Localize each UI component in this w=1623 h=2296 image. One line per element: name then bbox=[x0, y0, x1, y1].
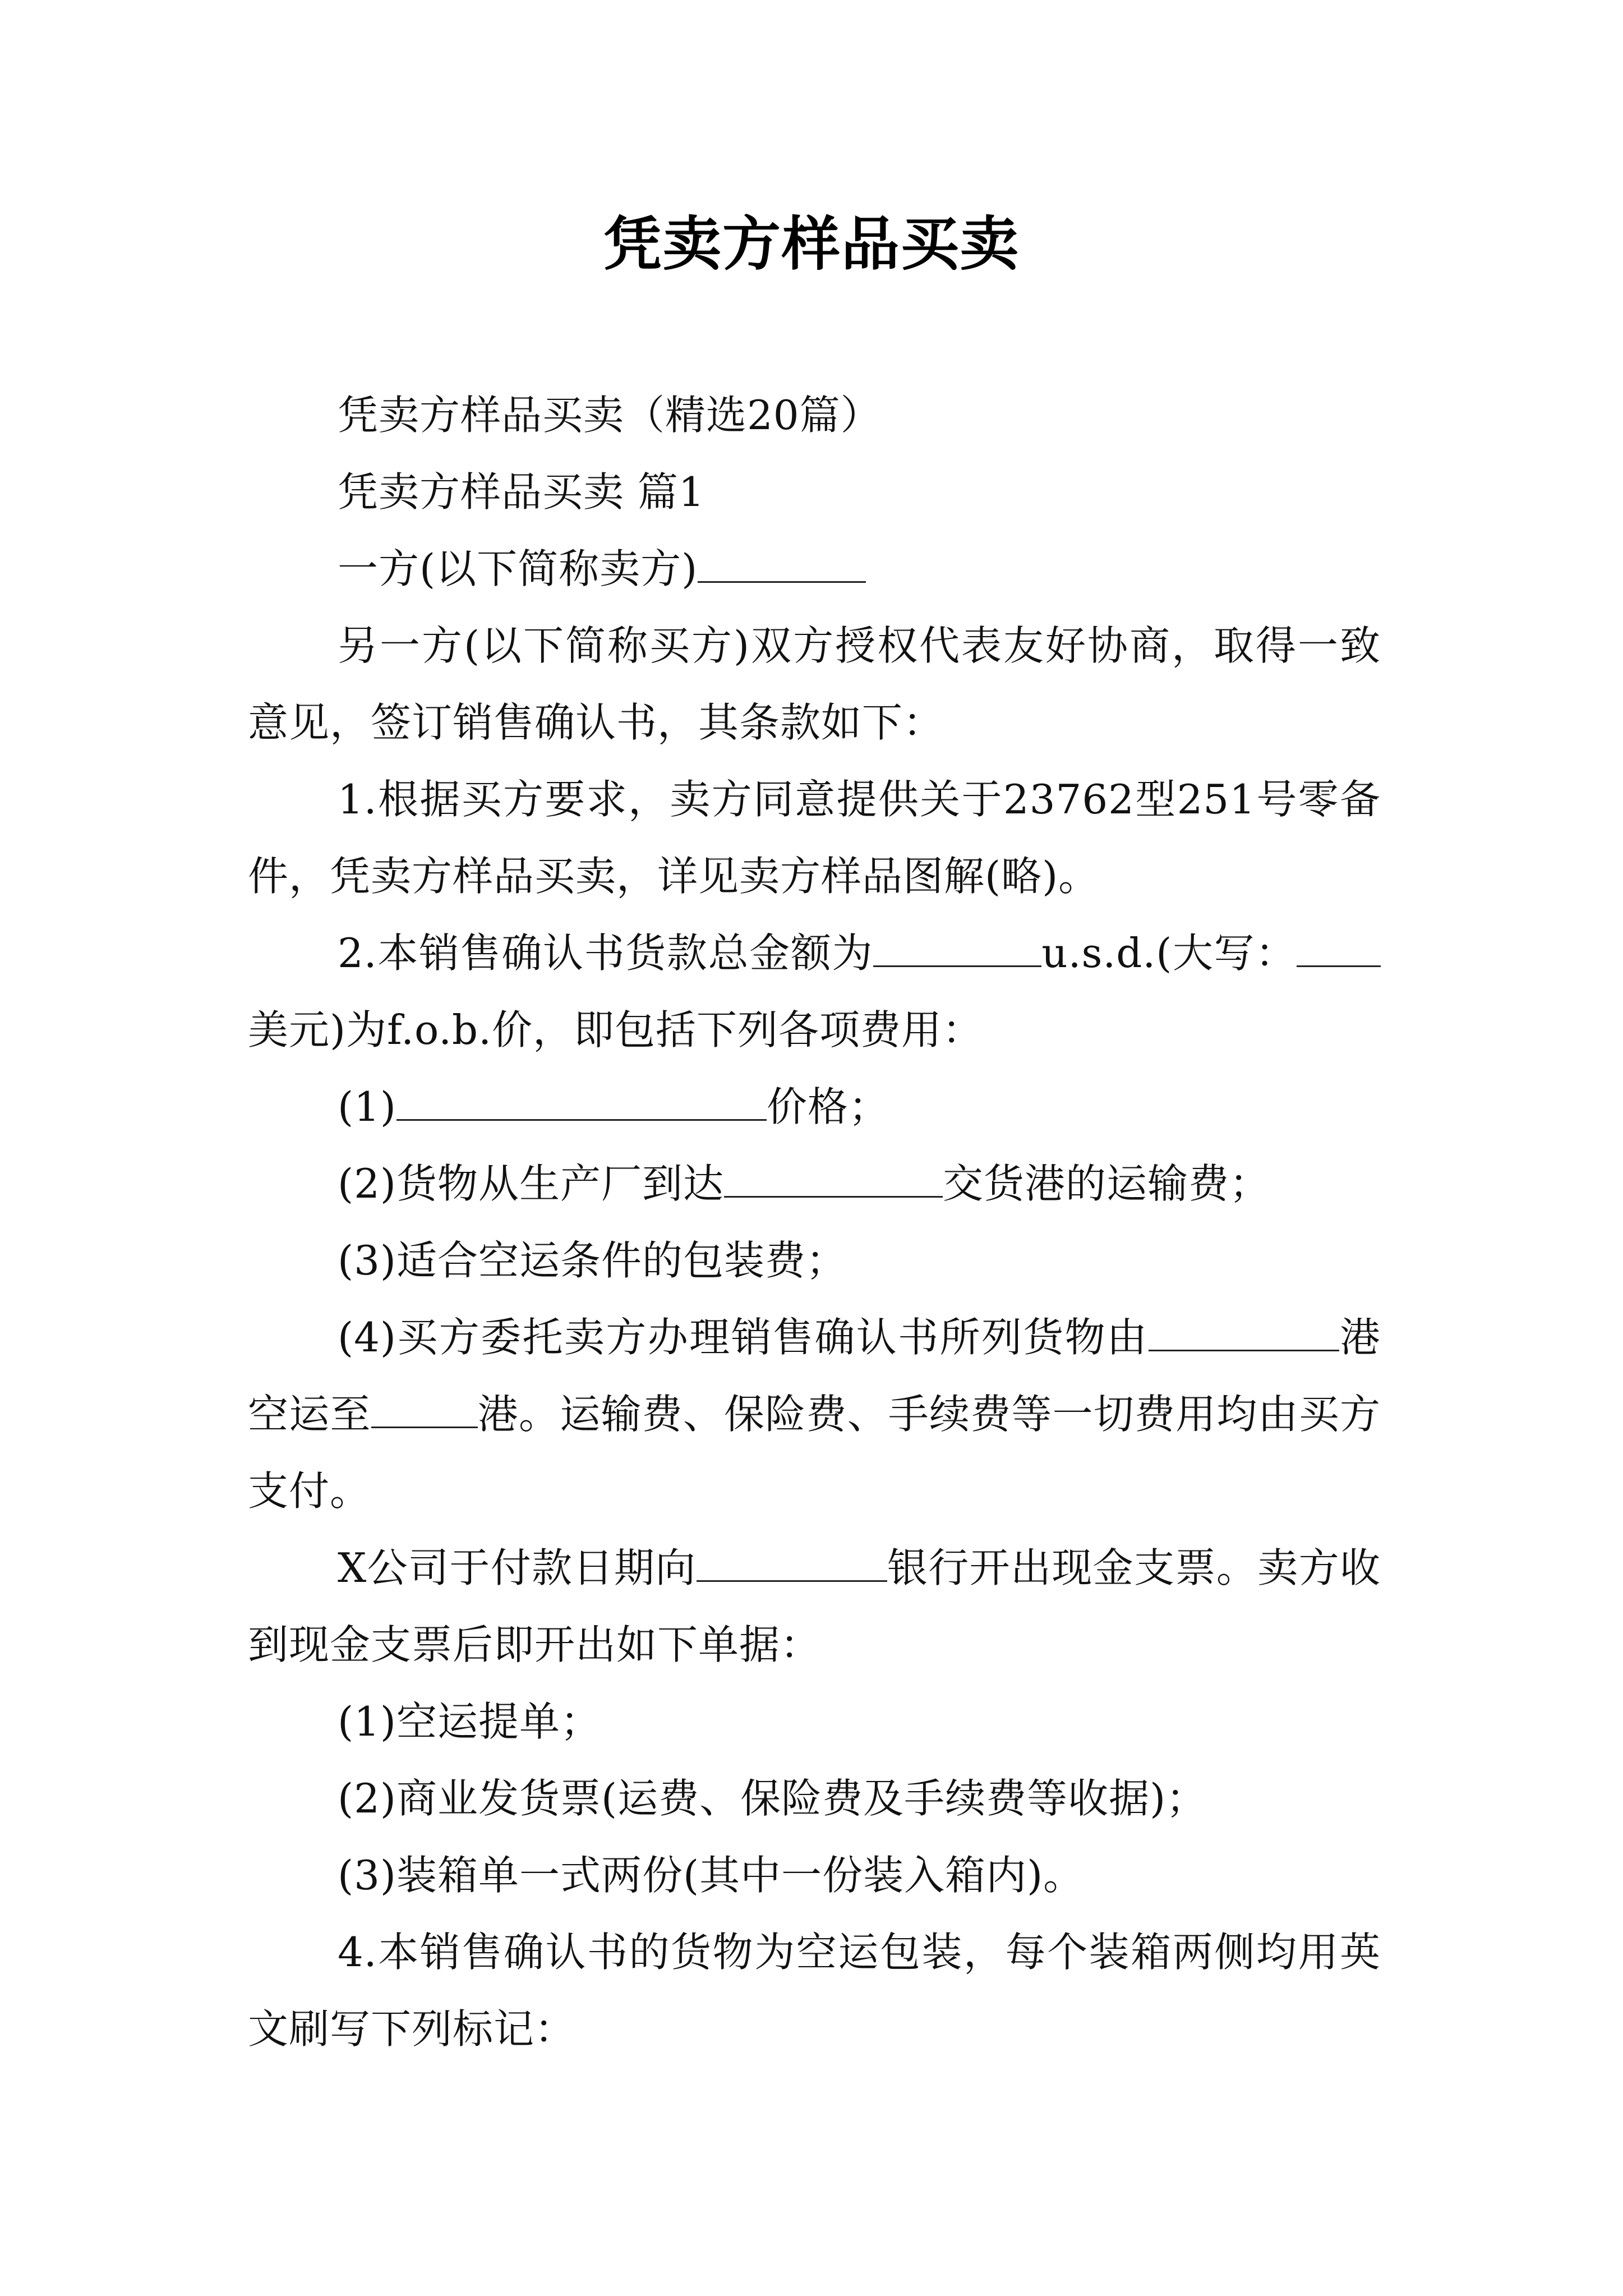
subtitle-text: 凭卖方样品买卖（精选20篇） bbox=[338, 392, 882, 439]
fill-blank-origin bbox=[724, 1161, 943, 1198]
fill-blank-price-item bbox=[396, 1084, 767, 1121]
item-1-text: 价格； bbox=[767, 1083, 890, 1130]
fill-blank-bank bbox=[697, 1545, 887, 1582]
document-2-paragraph bbox=[248, 1760, 1381, 1837]
item-3-text: (3)适合空运条件的包装费； bbox=[338, 1237, 847, 1284]
fill-blank-total-amount bbox=[873, 931, 1041, 967]
document-3-paragraph bbox=[248, 1837, 1381, 1914]
clause-2-text-currency: u.s.d.(大写： bbox=[1041, 930, 1297, 977]
document-title: 凭卖方样品买卖 bbox=[603, 209, 1020, 278]
item-2-text-end: 交货港的运输费； bbox=[943, 1160, 1271, 1207]
clause-1-paragraph bbox=[248, 761, 1381, 915]
item-4-text-end: 港。运输费、保险费、手续费等一切费用均由买方支付。 bbox=[248, 1391, 1381, 1515]
clause-3-text-end: 银行开出现金支票。卖方收到现金支票后即开出如下单据： bbox=[248, 1544, 1381, 1668]
item-4-paragraph bbox=[248, 1299, 1381, 1530]
item-2-paragraph bbox=[248, 1145, 1381, 1222]
section-heading bbox=[248, 454, 1381, 531]
document-1-paragraph bbox=[248, 1683, 1381, 1760]
party-buyer-text: 另一方(以下简称买方)双方授权代表友好协商，取得一致意见，签订销售确认书，其条款如下： bbox=[248, 622, 1381, 746]
item-2-text-start: (2)货物从生产厂到达 bbox=[338, 1160, 724, 1207]
fill-blank-departure-port bbox=[1149, 1315, 1339, 1351]
clause-1-text: 1.根据买方要求，卖方同意提供关于23762型251号零备件，凭卖方样品买卖，详见卖方样品图解(略)。 bbox=[248, 776, 1381, 900]
clause-3-text-start: X公司于付款日期向 bbox=[338, 1544, 697, 1591]
item-1-paragraph bbox=[248, 1069, 1381, 1145]
clause-2-text-start: 2.本销售确认书货款总金额为 bbox=[338, 930, 874, 977]
clause-3-paragraph bbox=[248, 1530, 1381, 1683]
section-heading-text: 凭卖方样品买卖 篇1 bbox=[338, 468, 705, 516]
party-buyer-paragraph bbox=[248, 608, 1381, 761]
item-1-number: (1) bbox=[338, 1083, 396, 1130]
party-seller-text: 一方(以下简称卖方) bbox=[338, 545, 698, 592]
fill-blank-amount-in-words bbox=[1297, 931, 1381, 967]
item-3-paragraph bbox=[248, 1222, 1381, 1299]
clause-2-text-end: 美元)为f.o.b.价，即包括下列各项费用： bbox=[248, 1006, 984, 1053]
document-2-text: (2)商业发货票(运费、保险费及手续费等收据)； bbox=[338, 1775, 1207, 1822]
item-4-text-middle: 港空运至 bbox=[248, 1314, 1381, 1438]
item-4-text-start: (4)买方委托卖方办理销售确认书所列货物由 bbox=[338, 1314, 1149, 1361]
clause-4-text: 4.本销售确认书的货物为空运包装，每个装箱两侧均用英文刷写下列标记： bbox=[248, 1929, 1381, 2053]
document-1-text: (1)空运提单； bbox=[338, 1698, 601, 1745]
clause-2-paragraph bbox=[248, 915, 1381, 1069]
fill-blank-destination-port bbox=[371, 1392, 478, 1428]
subtitle bbox=[248, 377, 1381, 454]
clause-4-paragraph bbox=[248, 1914, 1381, 2068]
party-seller-paragraph bbox=[248, 531, 1381, 608]
fill-blank-seller-name bbox=[698, 546, 866, 583]
document-body bbox=[248, 377, 1381, 2068]
document-3-text: (3)装箱单一式两份(其中一份装入箱内)。 bbox=[338, 1852, 1085, 1899]
